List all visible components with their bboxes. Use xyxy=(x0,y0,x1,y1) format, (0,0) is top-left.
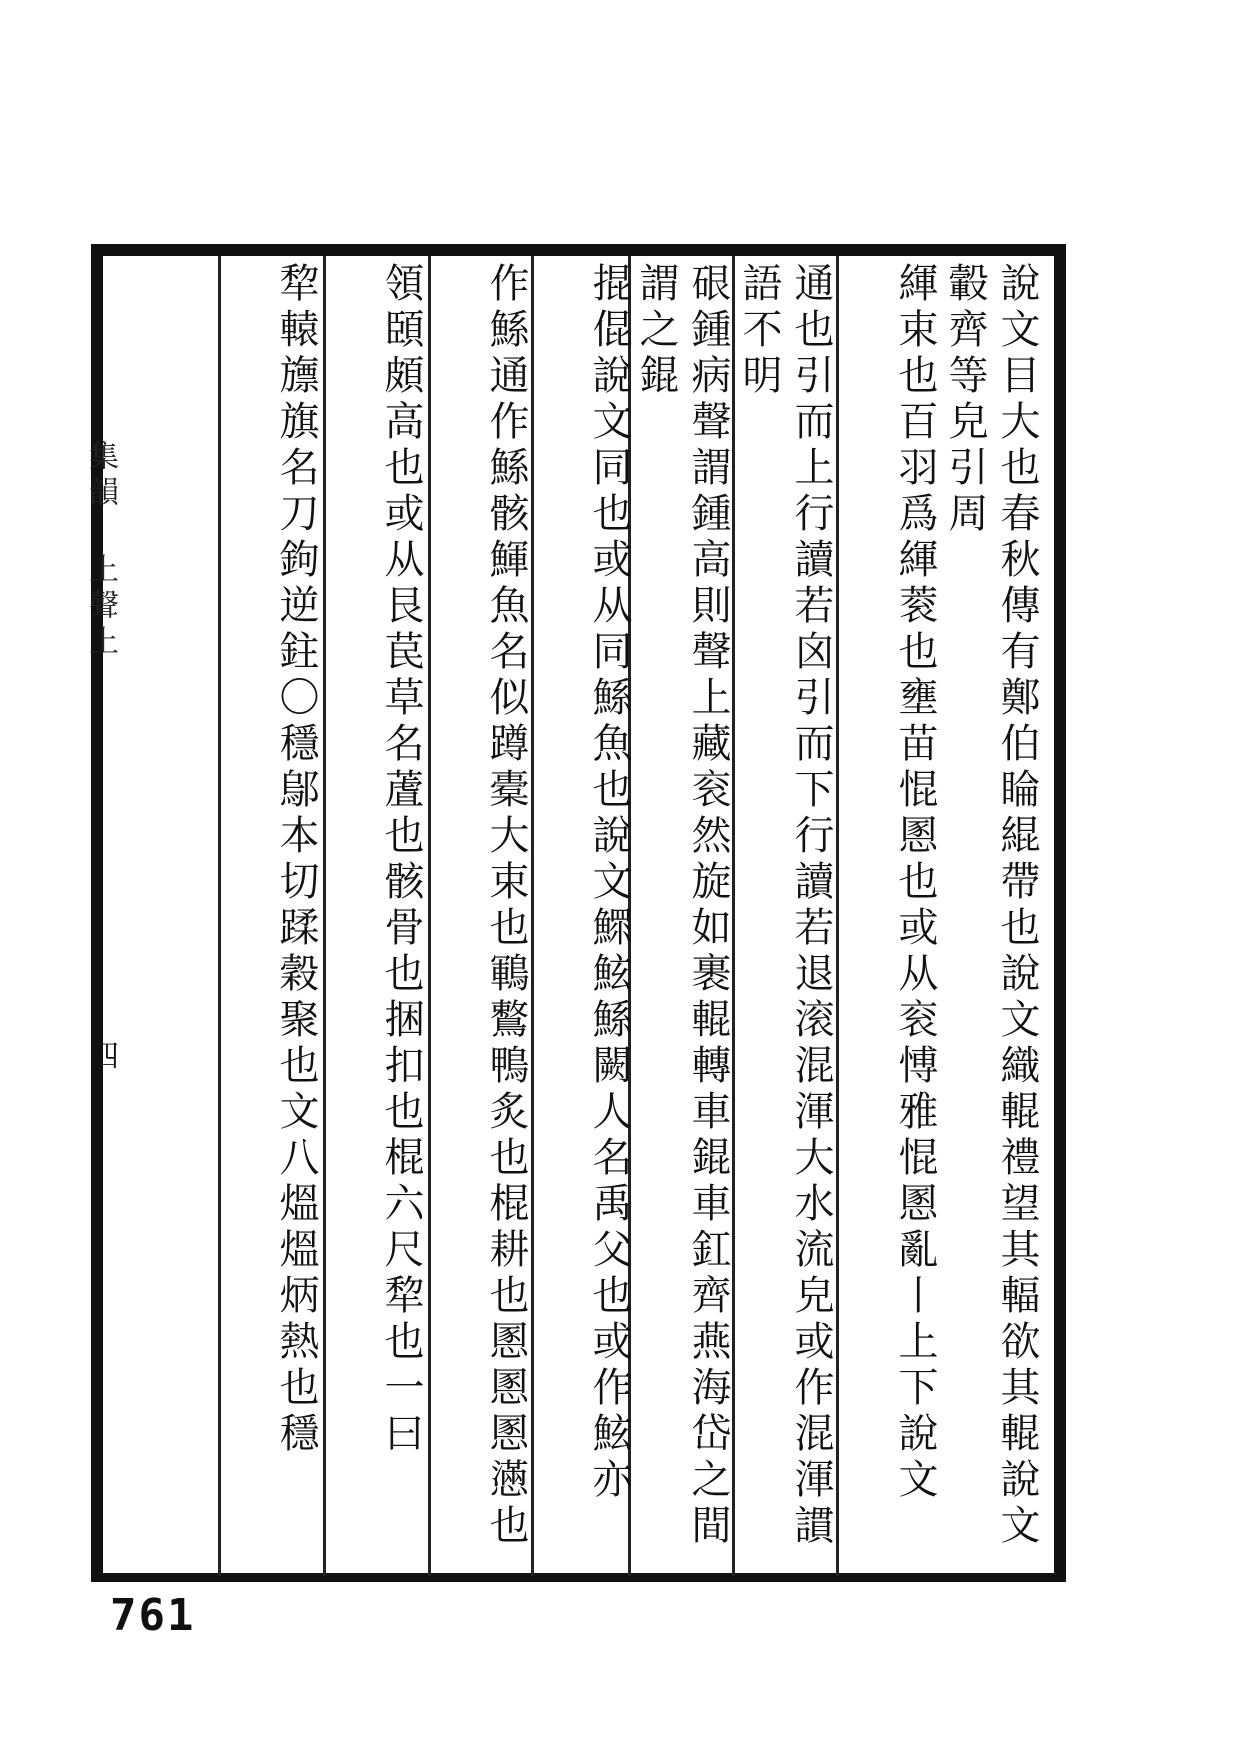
text-column-3: 通也引而上行讀若囟引而下行讀若退滚混渾大水流皃或作混渾謴語不明 xyxy=(736,262,834,1550)
text-column-8: 犂轅旚旗名刀鉤逆鉒〇穩鄔本切蹂穀聚也文八熅熅炳熱也穩 xyxy=(273,262,319,1458)
page-number: 761 xyxy=(110,1590,196,1641)
column-divider xyxy=(323,256,326,1576)
text-column-6: 作鯀通作鯀骸鯶魚名似蹲橐大束也鶤鷘鴨炙也棍耕也慁慁慁懣也 xyxy=(483,262,529,1550)
text-column-4: 硍鍾病聲謂鍾高則聲上藏衮然旋如裹輥轉車錕車釭齊燕海岱之間謂之錕 xyxy=(633,262,731,1550)
margin-mark: 四 xyxy=(83,1040,118,1070)
column-divider xyxy=(218,256,221,1576)
margin-label: 集韻 上聲上 xyxy=(83,440,118,661)
column-divider xyxy=(428,256,431,1576)
text-column-1: 說文目大也春秋傳有鄭伯睔緄帶也說文織輥禮望其輻欲其輥說文轂齊等皃引周 xyxy=(942,262,1040,1550)
text-column-2: 緷束也百羽爲緷蓘也壅苗惃慁也或从衮愽雅惃慁亂丨上下說文 xyxy=(892,262,938,1504)
text-column-5: 掍倱說文同也或从同鯀魚也說文鰥鮌鯀闕人名禹父也或作鮌亦 xyxy=(586,262,632,1504)
text-column-7: 領頣頗高也或从艮苠草名蔖也骸骨也捆扣也棍六尺犂也一曰 xyxy=(378,262,424,1458)
